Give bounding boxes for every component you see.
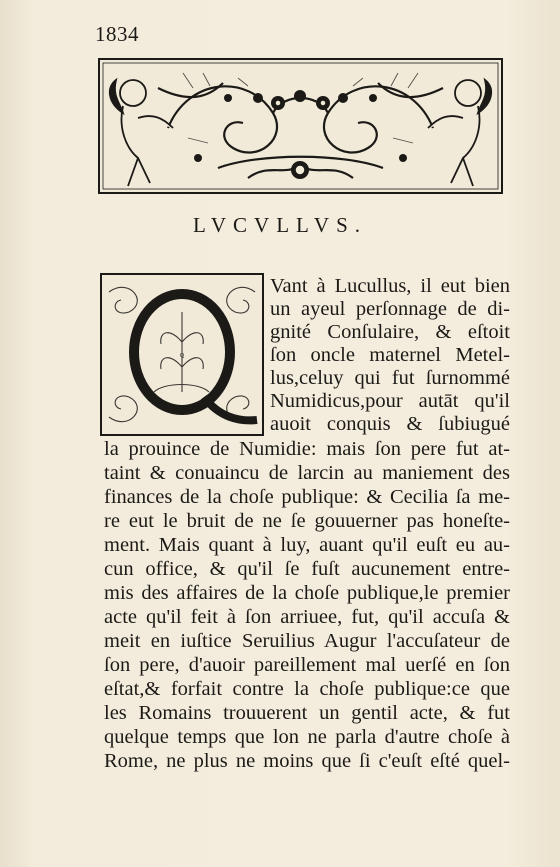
text-line-17: ſon pere, d'auoir pareillement mal uerſé en ſon	[104, 654, 510, 676]
ornamental-headpiece	[98, 58, 503, 194]
text-line-11: re eut le bruit de ne ſe gouuerner pas honeſte-	[104, 510, 510, 532]
text-line-13: cun office, & qu'il ſe fuſt aucunement entre-	[104, 558, 510, 580]
text-line-10: finances de la choſe publique: & Cecilia ſa me-	[104, 486, 510, 508]
text-line-5: lus,celuy qui fut ſurnommé	[270, 367, 510, 389]
text-line-15: acte qu'il feit à ſon arriuee, fut, qu'il accuſa &	[104, 606, 510, 628]
text-line-18: eſtat,& forfait contre la choſe publique:ce que	[104, 678, 510, 700]
text-line-8: la prouince de Numidie: mais ſon pere fut at-	[104, 438, 510, 460]
svg-text:Q: Q	[179, 353, 185, 359]
text-line-7: auoit conquis & ſubiugué	[270, 413, 510, 435]
text-line-14: mis des affaires de la choſe publique,le premier	[104, 582, 510, 604]
decorated-initial-letter	[99, 272, 265, 437]
text-line-12: ment. Mais quant à luy, auant qu'il euſt eu au-	[104, 534, 510, 556]
text-line-4: ſon oncle maternel Metel-	[270, 344, 510, 366]
text-line-16: meit en iuſtice Seruilius Augur l'accuſateur de	[104, 630, 510, 652]
text-line-20: quelque temps que lon ne parla d'autre choſe à	[104, 726, 510, 748]
text-line-1: Vant à Lucullus, il eut bien	[270, 275, 510, 297]
text-line-21: Rome, ne plus ne moins que ſi c'euſt eſté quel-	[104, 750, 510, 772]
text-line-9: taint & conuaincu de larcin au maniement des	[104, 462, 510, 484]
text-line-6: Numidicus,pour autāt qu'il	[270, 390, 510, 412]
page-number: 1834	[95, 22, 139, 46]
text-line-2: un ayeul perſonnage de di-	[270, 298, 510, 320]
text-line-3: gnité Conſulaire, & eſtoit	[270, 321, 510, 343]
chapter-title: LVCVLLVS.	[192, 213, 368, 237]
text-line-19: les Romains trouuerent un gentil acte, & fut	[104, 702, 510, 724]
